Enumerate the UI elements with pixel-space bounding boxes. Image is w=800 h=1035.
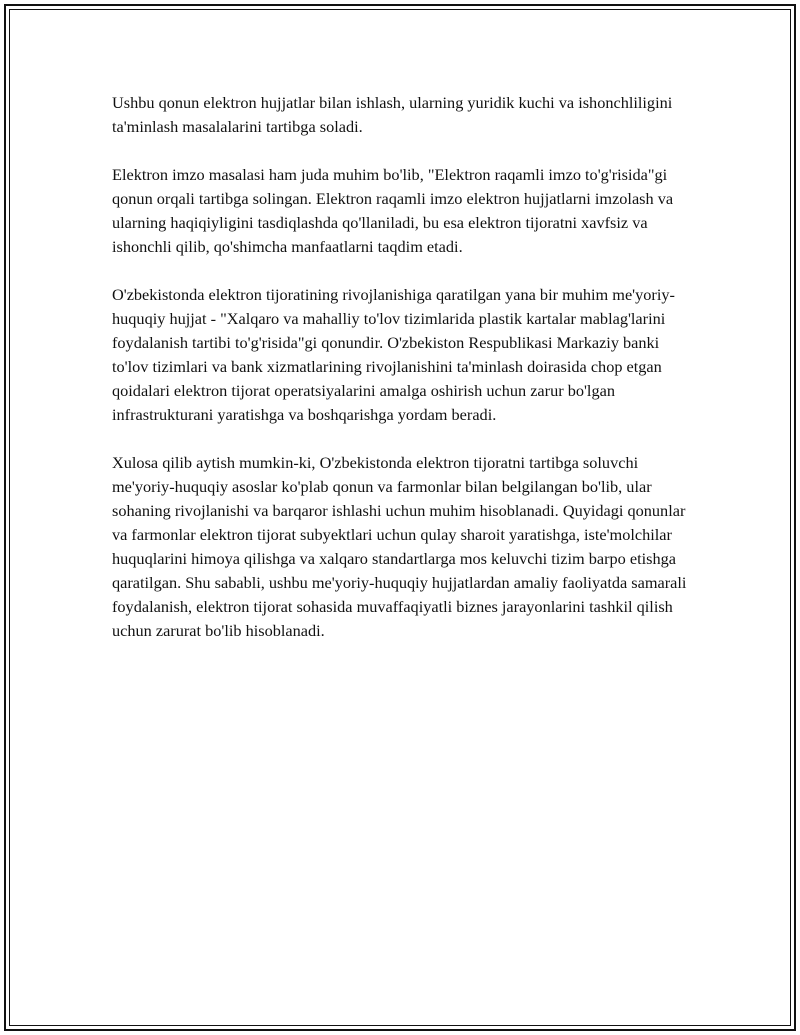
paragraph-2: Elektron imzo masalasi ham juda muhim bo'lib, "Elektron raqamli imzo to'g'risida"gi qonun orqali tartibga solingan. Elektron raqamli imzo elektron hujjatlarni imzolash va ularning haqiqiyligini tasdiqlashda qo'llaniladi, bu esa elektron tijoratni xavfsiz va ishonchli qilib, qo'shimcha manfaatlarni taqdim etadi. bbox=[112, 165, 674, 256]
paragraph-3: O'zbekistonda elektron tijoratining rivojlanishiga qaratilgan yana bir muhim me'yoriy-huquqiy hujjat - "Xalqaro va mahalliy to'lov tizimlarida plastik kartalar mablag'larini foydalanish tartibi to'g'risida"gi qonundir. O'zbekiston Respublikasi Markaziy banki to'lov tizimlari va bank xizmatlarining rivojlanishini ta'minlash doirasida chop etgan qoidalari elektron tijorat operatsiyalarini amalga oshirish uchun zarur bo'lgan infrastrukturani yaratishga va boshqarishga yordam beradi. bbox=[112, 285, 675, 424]
document-body bbox=[112, 91, 687, 667]
paragraph-4: Xulosa qilib aytish mumkin-ki, O'zbekistonda elektron tijoratni tartibga soluvchi me'yoriy-huquqiy asoslar ko'plab qonun va farmonlar bilan belgilangan bo'lib, ular sohaning rivojlanishi va barqaror ishlashi uchun muhim hisoblanadi. Quyidagi qonunlar va farmonlar elektron tijorat subyektlari uchun qulay sharoit yaratishga, iste'molchilar huquqlarini himoya qilishga va xalqaro standartlarga mos keluvchi tizim barpo etishga qaratilgan. Shu sababli, ushbu me'yoriy-huquqiy hujjatlardan amaliy faoliyatda samarali foydalanish, elektron tijorat sohasida muvaffaqiyatli biznes jarayonlarini tashkil qilish uchun zarurat bo'lib hisoblanadi. bbox=[112, 453, 687, 640]
paragraph-1: Ushbu qonun elektron hujjatlar bilan ishlash, ularning yuridik kuchi va ishonchliligini ta'minlash masalalarini tartibga soladi. bbox=[112, 93, 673, 136]
